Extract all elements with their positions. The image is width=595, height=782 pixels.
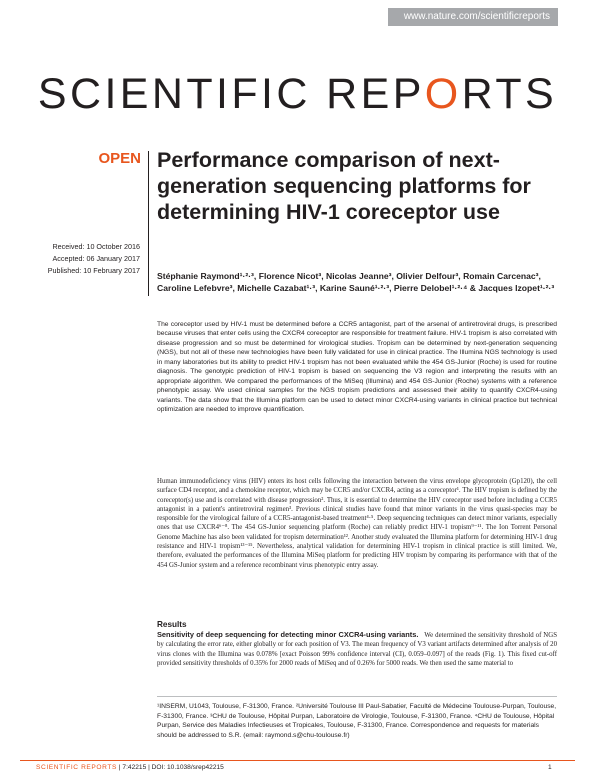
article-title: Performance comparison of next-generation sequencing platforms for determining HIV-1 coreceptor use [157,148,531,224]
published-date: Published: 10 February 2017 [47,266,140,275]
page-footer [36,764,224,771]
results-heading: Results [157,620,187,629]
footer-journal-name: SCIENTIFIC REPORTS [36,764,118,771]
page-number: 1 [548,764,552,771]
introduction-paragraph: Human immunodeficiency virus (HIV) enters its host cells following the interaction between the virus envelope glycoprotein (Gp120), the cell surface CD4 receptor, and a chemokine receptor, which may be CCR5 and/or CXCR4, acting as a coreceptor¹. The HIV tropism is defined by the coreceptor(s) use and is correlated with disease progression². Thus, it is essential to determine the HIV coreceptor used before including a CCR5 antagonist in a patient's antiretroviral regimen³. Previous clinical studies have found that minor variants in the virus quasi-species may be responsible for the virological failure of a CCR5-antagonist-based treatment⁴·⁵. Deep sequencing techniques can detect minor variants, especially ones that use CXCR4⁶⁻⁸. The 454 GS-Junior sequencing platform (Roche) can reliably predict HIV-1 tropism⁹⁻¹¹. The Ion Torrent Personal Genome Machine has also been validated for tropism determination¹². Another study evaluated the Illumina platform for determining HIV-1 drug resistance and HIV-1 tropism¹³⁻¹⁵. Nevertheless, analytical validation for determining HIV-1 tropism in clinical practice is still limited. We, therefore, evaluated the performances of the Illumina MiSeq platform for predicting HIV tropism by comparing its performance with that of the 454 GS-Junior system and a reference recombinant virus phenotypic entry assay. [157,478,557,569]
author-list: Stéphanie Raymond¹·²·³, Florence Nicot³, Nicolas Jeanne³, Olivier Delfour³, Romain Carcenac³, Caroline Lefebvre³, Michelle Cazabat¹·³, Karine Sauné¹·²·³, Pierre Delobel¹·²·⁴ & Jacques Izopet¹·²·³ [157,271,555,293]
affiliations: ¹INSERM, U1043, Toulouse, F-31300, France. ²Université Toulouse III Paul-Sabatier, Faculté de Médecine Toulouse-Purpan, Toulouse, F-31300, France. ³CHU de Toulouse, Hôpital Purpan, Laboratoire de Virologie, Toulouse, F-31300, France. ⁴CHU de Toulouse, Hôpital Purpan, Service des Maladies Infectieuses et Tropicales, Toulouse, F-31300, France. Correspondence and requests for materials should be addressed to S.R. (email: raymond.s@chu-toulouse.fr) [157,703,557,739]
received-date: Received: 10 October 2016 [52,242,140,251]
footer-divider [20,760,575,761]
masthead-end: RTS [461,70,558,118]
journal-masthead [0,70,595,118]
results-body: We determined the sensitivity threshold of NGS by calculating the error rate, either globally or for each position of V3. The mean frequency of V3 variant artifacts determined after analysis of 20 virus clones with the Illumina was 0.078% [exact Poisson 99% confidence interval (CI), 0.059–0.097] of the reads (Fig. 1). This fixed cut-off provided sensitivity thresholds of 0.35% for 2000 reads of MiSeq and of 0.26% for 5000 reads. We then used the same material to [157,632,558,667]
results-paragraph [157,630,557,668]
journal-url[interactable]: www.nature.com/scientificreports [388,8,558,26]
footer-citation: | 7:42215 | DOI: 10.1038/srep42215 [117,764,224,771]
article-dates [20,241,140,277]
affiliations-divider [157,696,557,697]
accepted-date: Accepted: 06 January 2017 [52,254,140,263]
title-divider [148,151,149,296]
open-access-label: OPEN [98,150,141,167]
results-subheading: Sensitivity of deep sequencing for detecting minor CXCR4-using variants. [157,630,419,639]
abstract: The coreceptor used by HIV-1 must be determined before a CCR5 antagonist, part of the arsenal of antiretroviral drugs, is prescribed because viruses that enter cells using the CXCR4 coreceptor are responsible for treatment failure. HIV-1 tropism is also correlated with disease progression and so must be determined for virological studies. Tropism can be determined by next-generation sequencing (NGS), but not all of these new technologies have been fully validated for use in clinical practice. The Illumina NGS technology is used in many laboratories but its ability to predict HIV-1 tropism has not been evaluated while the 454 GS-Junior (Roche) is used for routine diagnosis. The genotypic prediction of HIV-1 tropism is based on sequencing the V3 region and interpreting the results with an appropriate algorithm. We compared the performances of the MiSeq (Illumina) and 454 GS-Junior (Roche) systems with a reference phenotypic assay. We used clinical samples for the NGS tropism predictions and assessed their ability to quantify CXCR4-using variants. The data show that the Illumina platform can be used to detect minor CXCR4-using variants in clinical practice but technical optimization are needed to improve quantification. [157,321,557,414]
masthead-main: SCIENTIFIC REP [37,70,425,118]
masthead-accent-letter: O [424,70,462,118]
